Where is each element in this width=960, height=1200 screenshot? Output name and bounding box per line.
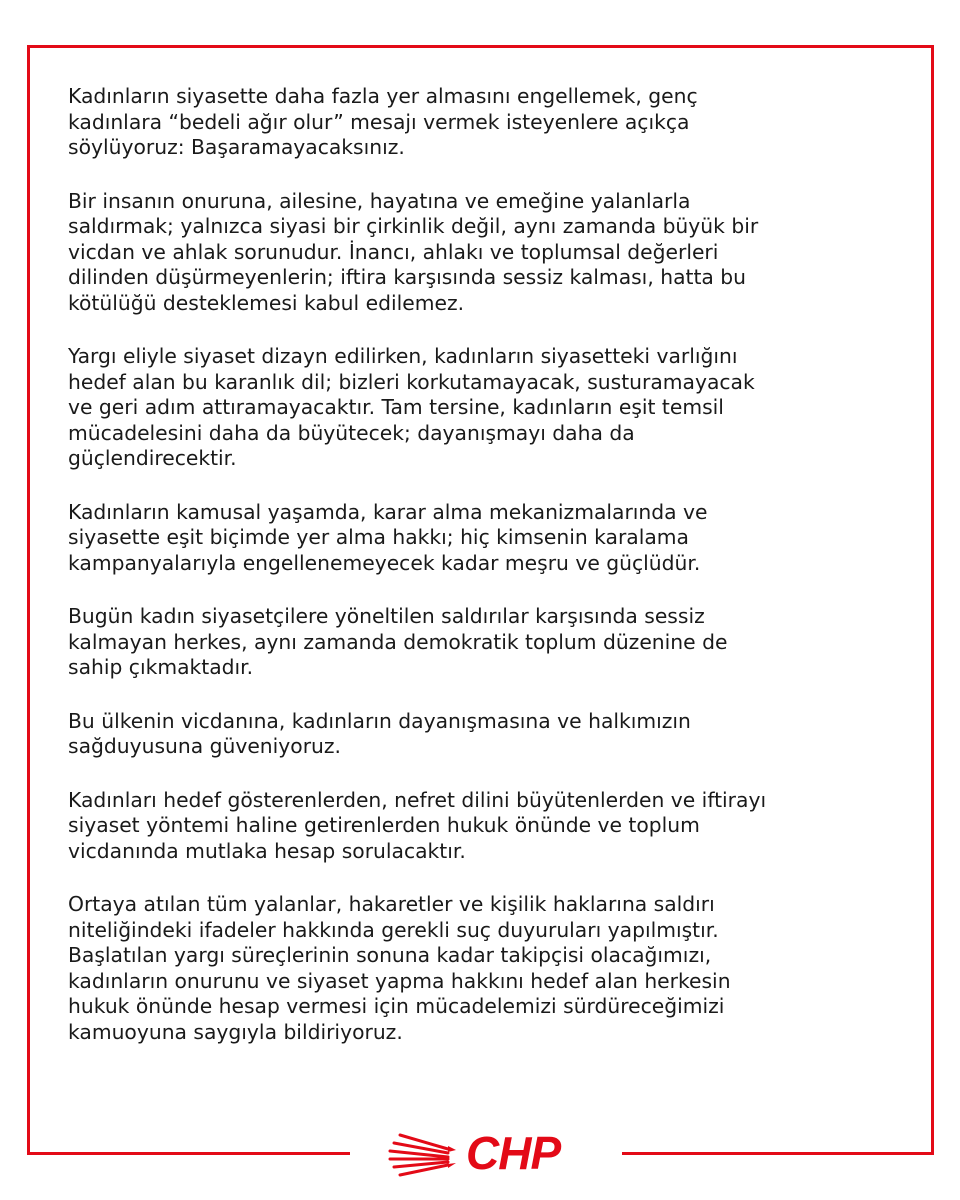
- chp-logo-text: CHP: [466, 1127, 561, 1179]
- paragraph-8: Ortaya atılan tüm yalanlar, hakaretler ve kişilik haklarına saldırı niteliğindeki ifadeler hakkında gerekli suç duyuruları yapılmıştır. Başlatılan yargı süreçlerinin sonuna kadar takipçisi olacağımızı, kadınların onurunu ve siyaset yapma hakkını hedef alan herkesin hukuk önünde hesap vermesi için mücadelemizi sürdüreceğimizi kamuoyuna saygıyla bildiriyoruz.: [68, 892, 731, 1044]
- paragraph-2: Bir insanın onuruna, ailesine, hayatına ve emeğine yalanlarla saldırmak; yalnızca siyasi bir çirkinlik değil, aynı zamanda büyük bir vicdan ve ahlak sorunudur. İnancı, ahlakı ve toplumsal değerleri dilinden düşürmeyenlerin; iftira karşısında sessiz kalması, hatta bu kötülüğü desteklemesi kabul edilemez.: [68, 188, 759, 315]
- paragraph-7: Kadınları hedef gösterenlerden, nefret dilini büyütenlerden ve iftirayı siyaset yöntemi haline getirenlerden hukuk önünde ve toplum vicdanında mutlaka hesap sorulacaktır.: [68, 787, 767, 863]
- paragraph-1: Kadınların siyasette daha fazla yer almasını engellemek, genç kadınlara “bedeli ağır olur” mesajı vermek isteyenlere açıkça söylüyoruz: Başaramayacaksınız.: [68, 84, 698, 159]
- paragraph-5: Bugün kadın siyasetçilere yöneltilen saldırılar karşısında sessiz kalmayan herkes, aynı zamanda demokratik toplum düzenine de sahip çıkmaktadır.: [68, 604, 728, 679]
- frame-left-border: [27, 45, 30, 1155]
- statement-body: [68, 84, 898, 1073]
- chp-logo: [386, 1127, 586, 1183]
- six-arrows-icon: [386, 1127, 462, 1183]
- frame-bottom-right-border: [622, 1152, 934, 1155]
- frame-top-border: [27, 45, 934, 48]
- frame-bottom-left-border: [27, 1152, 350, 1155]
- paragraph-4: Kadınların kamusal yaşamda, karar alma mekanizmalarında ve siyasette eşit biçimde yer alma hakkı; hiç kimsenin karalama kampanyalarıyla engellenemeyecek kadar meşru ve güçlüdür.: [68, 499, 708, 575]
- paragraph-3: Yargı eliyle siyaset dizayn edilirken, kadınların siyasetteki varlığını hedef alan bu karanlık dil; bizleri korkutamayacak, susturamayacak ve geri adım attıramayacaktır. Tam tersine, kadınların eşit temsil mücadelesini daha da büyütecek; dayanışmayı daha da güçlendirecektir.: [68, 344, 755, 470]
- paragraph-6: Bu ülkenin vicdanına, kadınların dayanışmasına ve halkımızın sağduyusuna güveniyoruz.: [68, 708, 691, 758]
- frame-right-border: [931, 45, 934, 1155]
